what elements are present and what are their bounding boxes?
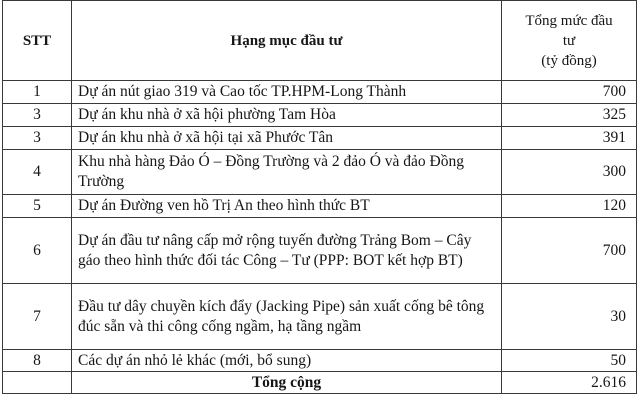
row-item: Dự án đầu tư nâng cấp mở rộng tuyến đường Trảng Bom – Cây gáo theo hình thức đối tác Công – Tư (PPP: BOT kết hợp BT) — [72, 218, 502, 284]
table-row — [3, 81, 637, 104]
row-value: 50 — [502, 350, 637, 372]
row-item: Dự án Đường ven hồ Trị An theo hình thức BT — [72, 195, 502, 218]
table-row — [3, 195, 637, 218]
total-label: Tổng cộng — [72, 372, 502, 394]
header-value-line3: (tỷ đồng) — [541, 52, 597, 69]
row-stt: 3 — [3, 127, 72, 150]
row-stt: 6 — [3, 218, 72, 284]
row-stt: 3 — [3, 104, 72, 127]
total-stt-cell — [3, 372, 72, 394]
row-value: 120 — [502, 195, 637, 218]
header-row — [3, 1, 637, 81]
row-item: Các dự án nhỏ lẻ khác (mới, bổ sung) — [72, 350, 502, 372]
row-value: 325 — [502, 104, 637, 127]
table-row — [3, 104, 637, 127]
header-item: Hạng mục đầu tư — [72, 1, 502, 81]
row-value: 300 — [502, 150, 637, 195]
table-row — [3, 150, 637, 195]
header-value — [502, 1, 637, 81]
row-item: Dự án nút giao 319 và Cao tốc TP.HPM-Long Thành — [72, 81, 502, 104]
row-item: Dự án khu nhà ở xã hội phường Tam Hòa — [72, 104, 502, 127]
header-value-line1: Tổng mức đầu — [525, 12, 613, 29]
row-item: Khu nhà hàng Đảo Ó – Đồng Trường và 2 đảo Ó và đảo Đồng Trường — [72, 150, 502, 195]
table-row — [3, 127, 637, 150]
row-value: 30 — [502, 284, 637, 350]
row-item: Đầu tư dây chuyền kích đẩy (Jacking Pipe) sản xuất cống bê tông đúc sẵn và thi công cống ngầm, hạ tầng ngầm — [72, 284, 502, 350]
total-value: 2.616 — [502, 372, 637, 394]
row-stt: 8 — [3, 350, 72, 372]
investment-table — [2, 0, 637, 394]
header-stt: STT — [3, 1, 72, 81]
table-row — [3, 218, 637, 284]
table-row — [3, 284, 637, 350]
row-value: 391 — [502, 127, 637, 150]
row-item: Dự án khu nhà ở xã hội tại xã Phước Tân — [72, 127, 502, 150]
row-value: 700 — [502, 218, 637, 284]
row-stt: 4 — [3, 150, 72, 195]
header-value-line2: tư — [562, 32, 576, 49]
total-row — [3, 372, 637, 394]
row-stt: 1 — [3, 81, 72, 104]
table-row — [3, 350, 637, 372]
row-stt: 7 — [3, 284, 72, 350]
row-stt: 5 — [3, 195, 72, 218]
row-value: 700 — [502, 81, 637, 104]
